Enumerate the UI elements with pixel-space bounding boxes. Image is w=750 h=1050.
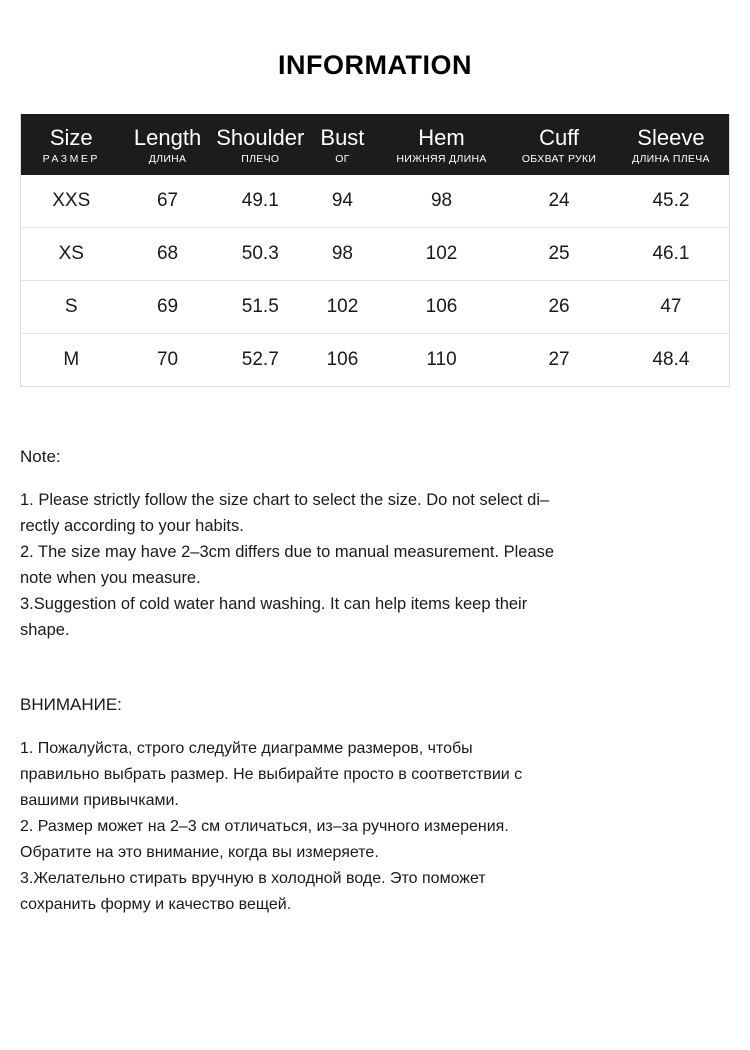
table-header-cell-bust (307, 114, 378, 175)
header-sub-length: ДЛИНА (148, 153, 187, 166)
table-row (21, 334, 729, 387)
note-line: вашими привычками. (20, 791, 179, 809)
cell-hem: 106 (378, 281, 505, 334)
cell-shoulder: 50.3 (214, 228, 307, 281)
cell-shoulder: 51.5 (214, 281, 307, 334)
table-header-cell-cuff (505, 114, 613, 175)
table-row (21, 281, 729, 334)
cell-bust: 102 (307, 281, 378, 334)
cell-size: XXS (21, 175, 122, 228)
note-block-english (20, 447, 730, 643)
header-main-length: Length (133, 125, 202, 150)
cell-cuff: 27 (548, 349, 570, 371)
note-line: note when you measure. (20, 568, 201, 587)
cell-size: XS (21, 228, 122, 281)
table-header-cell-size (21, 114, 122, 175)
header-sub-size: РАЗМЕР (42, 153, 100, 166)
header-sub-bust: ОГ (335, 153, 350, 166)
table-header-cell-sleeve (613, 114, 729, 175)
table-header-cell-shoulder (214, 114, 307, 175)
header-sub-cuff: ОБХВАТ РУКИ (521, 153, 597, 166)
header-sub-hem: НИЖНЯЯ ДЛИНА (396, 153, 487, 166)
table-row (21, 175, 729, 228)
header-sub-sleeve: ДЛИНА ПЛЕЧА (632, 153, 710, 166)
note-heading-english: Note: (20, 447, 61, 467)
cell-sleeve: 47 (613, 281, 729, 334)
cell-cuff: 26 (505, 281, 613, 334)
cell-bust: 98 (307, 228, 378, 281)
header-main-size: Size (49, 125, 93, 150)
table-header-cell-hem (378, 114, 505, 175)
cell-hem: 102 (378, 228, 505, 281)
cell-size: S (21, 281, 122, 334)
cell-length: 70 (156, 349, 179, 371)
cell-shoulder: 49.1 (214, 175, 307, 228)
header-main-bust: Bust (320, 125, 365, 150)
page-title: INFORMATION (278, 50, 472, 80)
information-page (0, 50, 750, 1050)
cell-sleeve: 45.2 (613, 175, 729, 228)
cell-bust: 106 (326, 349, 359, 371)
note-line: 2. The size may have 2–3cm differs due to manual measurement. Please (20, 542, 555, 561)
header-sub-shoulder: ПЛЕЧО (241, 153, 280, 166)
note-line: rectly according to your habits. (20, 517, 244, 536)
cell-bust: 94 (307, 175, 378, 228)
cell-cuff: 24 (505, 175, 613, 228)
cell-shoulder: 52.7 (241, 349, 279, 371)
cell-length: 67 (122, 175, 214, 228)
note-block-russian (20, 695, 730, 917)
note-line: 3.Желательно стирать вручную в холодной воде. Это поможет (20, 869, 486, 887)
cell-size: M (63, 349, 80, 371)
note-heading-russian: ВНИМАНИЕ: (20, 694, 122, 714)
header-main-cuff: Cuff (539, 125, 580, 150)
header-main-sleeve: Sleeve (637, 125, 705, 150)
header-main-hem: Hem (418, 125, 465, 150)
note-line: 2. Размер может на 2–3 см отличаться, из–за ручного измерения. (20, 817, 509, 835)
note-line: 1. Пожалуйста, строго следуйте диаграмме размеров, чтобы (20, 739, 473, 757)
header-main-shoulder: Shoulder (216, 125, 305, 150)
note-line: 1. Please strictly follow the size chart to select the size. Do not select di– (20, 491, 550, 510)
cell-hem: 110 (426, 349, 457, 371)
cell-hem: 98 (378, 175, 505, 228)
cell-sleeve: 48.4 (652, 349, 690, 371)
size-chart-table (20, 114, 730, 387)
table-row (21, 228, 729, 281)
note-line: сохранить форму и качество вещей. (20, 895, 292, 913)
note-line: shape. (20, 620, 70, 639)
table-header-cell-length (122, 114, 214, 175)
cell-cuff: 25 (505, 228, 613, 281)
note-line: 3.Suggestion of cold water hand washing. It can help items keep their (20, 594, 528, 613)
cell-sleeve: 46.1 (613, 228, 729, 281)
cell-length: 68 (122, 228, 214, 281)
table-header-row (21, 114, 729, 175)
note-line: правильно выбрать размер. Не выбирайте просто в соответствии с (20, 765, 523, 783)
note-line: Обратите на это внимание, когда вы измеряете. (20, 843, 379, 861)
cell-length: 69 (122, 281, 214, 334)
